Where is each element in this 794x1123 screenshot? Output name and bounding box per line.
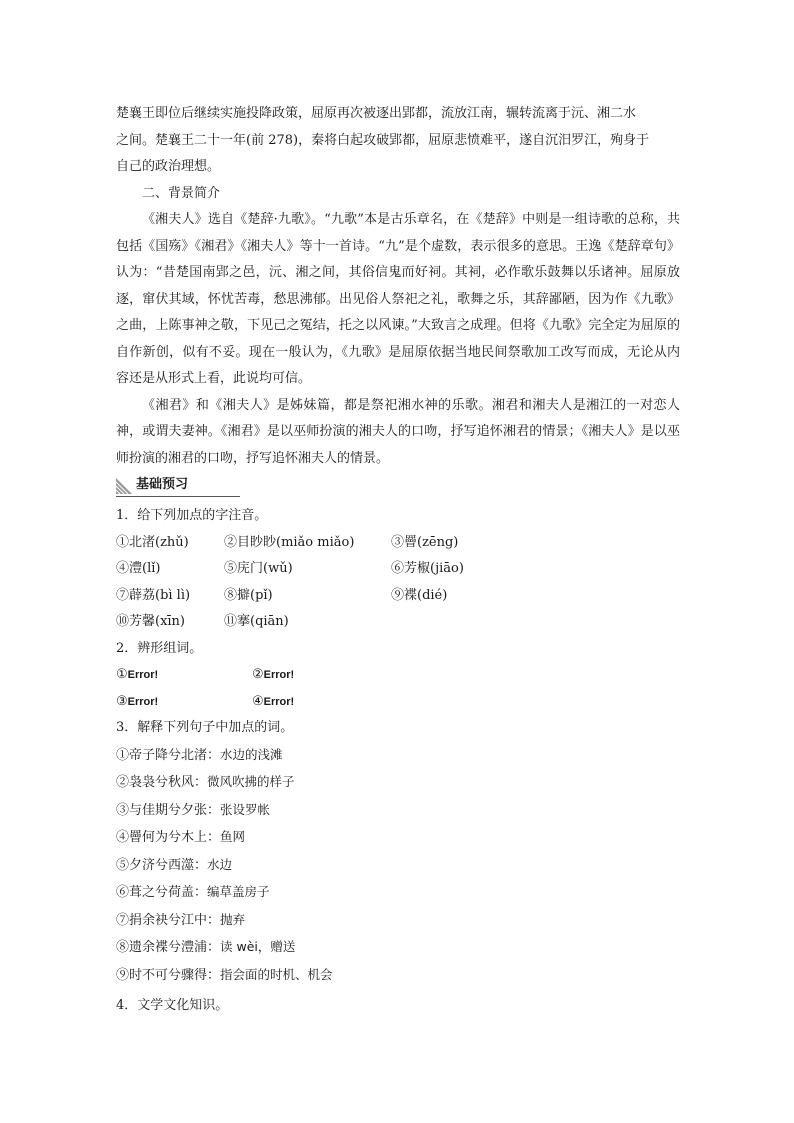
pinyin-item: ⑧擗(pǐ) (224, 587, 273, 603)
question-2-row (116, 689, 680, 716)
error-value: Error! (127, 669, 159, 681)
definition-question: ①帝子降兮北渚： (116, 747, 221, 763)
question-3-title: 3．解释下列句子中加点的词。 (116, 720, 294, 735)
item-number: ④ (252, 693, 264, 709)
definition-item (116, 824, 680, 852)
definition-answer: 读 wèi，赠送 (220, 939, 296, 954)
question-1-row (116, 556, 680, 583)
intro-line-1: 楚襄王即位后继续实施投降政策，屈原再次被逐出郢都，流放江南，辗转流离于沅、湘二水 (116, 106, 637, 121)
definition-answer: 水边的浅滩 (220, 746, 283, 762)
definition-answer: 指会面的时机、机会 (220, 966, 333, 982)
error-value: Error! (127, 695, 159, 708)
definition-answer: 抛弃 (220, 911, 246, 927)
background-paragraph-2: 《湘君》和《湘夫人》是姊妹篇，都是祭祀湘水神的乐歌。湘君和湘夫人是湘江的一对恋人神，或谓夫妻神。《湘君》是以巫师扮演的湘夫人的口吻，抒写追怀湘君的情景；《湘夫人》是以巫师扮演的湘君的口吻，抒写追怀湘夫人的情景。 (116, 397, 680, 466)
error-value: Error! (263, 695, 295, 708)
pinyin-item: ④澧(lǐ) (116, 561, 161, 576)
definition-item (116, 907, 680, 935)
word-group-item (116, 689, 252, 716)
definition-question: ⑦捐余袂兮江中： (116, 912, 221, 928)
question-1-row (116, 609, 680, 636)
question-2-title: 2．辨形组词。 (116, 640, 203, 656)
pinyin-item: ⑥芳椒(jiāo) (391, 561, 464, 576)
definition-question: ⑨时不可兮骤得： (116, 967, 221, 983)
question-1-row (116, 583, 680, 610)
item-number: ① (116, 667, 128, 682)
intro-line-2: 之间。楚襄王二十一年(前 278)，秦将白起攻破郢都，屈原悲愤难平，遂自沉汨罗江，殉身于 (116, 132, 650, 148)
definition-answer: 鱼网 (220, 829, 246, 844)
definition-item (116, 742, 680, 770)
question-4-title: 4．文学文化知识。 (116, 998, 229, 1013)
word-group-item (116, 662, 252, 689)
definition-item (116, 769, 680, 797)
definition-item (116, 797, 680, 825)
pinyin-item (391, 609, 571, 636)
definition-answer: 水边 (207, 856, 233, 872)
background-heading: 二、背景简介 (142, 185, 221, 201)
intro-line-3: 自己的政治理想。 (116, 159, 221, 174)
pinyin-item: ⑤庑门(wǔ) (224, 561, 293, 576)
pinyin-item: ⑩芳馨(xīn) (116, 614, 186, 629)
word-group-item (252, 662, 294, 689)
section-marker-icon (116, 478, 132, 494)
pinyin-item: ①北渚(zhǔ) (116, 534, 189, 550)
pinyin-item: ⑨褋(dié) (391, 587, 448, 603)
item-number: ② (252, 667, 264, 682)
definition-answer: 编草盖房子 (207, 884, 270, 899)
pinyin-item: ⑦薜荔(bì lì) (116, 587, 191, 603)
word-group-item (252, 689, 294, 716)
definition-question: ⑧遗余褋兮澧浦： (116, 940, 221, 955)
background-paragraph-1: 《湘夫人》选自《楚辞·九歌》。“九歌”本是古乐章名，在《楚辞》中则是一组诗歌的总称，共包括《国殇》《湘君》《湘夫人》等十一首诗。“九”是个虚数，表示很多的意思。王逸《楚辞章句》认为：“昔楚国南郢之邑，沅、湘之间，其俗信鬼而好祠。其祠，必作歌乐鼓舞以乐诸神。屈原放逐，窜伏其域，怀忧苦毒，愁思沸郁。出见俗人祭祀之礼，歌舞之乐，其辞鄙陋，因为作《九歌》之曲，上陈事神之敬，下见己之冤结，托之以风谏。”大致言之成理。但将《九歌》完全定为屈原的自作新创，似有不妥。现在一般认为，《九歌》是屈原依据当地民间祭歌加工改写而成，无论从内容还是从形式上看，此说均可信。 (116, 212, 680, 386)
definition-answer: 微风吹拂的样子 (207, 774, 295, 789)
definition-item (116, 934, 680, 962)
page-content (116, 101, 680, 1020)
intro-text (116, 101, 680, 181)
item-number: ③ (116, 693, 128, 709)
definition-item (116, 879, 680, 907)
definition-question: ③与佳期兮夕张： (116, 802, 221, 818)
definition-answer: 张设罗帐 (220, 801, 271, 817)
definition-item (116, 852, 680, 880)
section-title: 基础预习 (136, 477, 189, 492)
pinyin-item: ⑪搴(qiān) (224, 614, 289, 629)
definition-question: ④罾何为兮木上： (116, 830, 221, 845)
pinyin-item: ③罾(zēng) (391, 534, 459, 550)
error-value: Error! (263, 669, 295, 681)
question-1-title: 1．给下列加点的字注音。 (116, 508, 268, 523)
pinyin-item: ②目眇眇(miǎo miǎo) (224, 534, 355, 550)
definition-question: ⑥葺之兮荷盖： (116, 885, 208, 900)
definition-item (116, 962, 680, 990)
definition-question: ⑤夕济兮西澨： (116, 857, 208, 873)
question-2-row (116, 662, 680, 689)
question-1-row (116, 530, 680, 557)
section-header (116, 474, 240, 497)
definition-question: ②袅袅兮秋风： (116, 775, 208, 790)
